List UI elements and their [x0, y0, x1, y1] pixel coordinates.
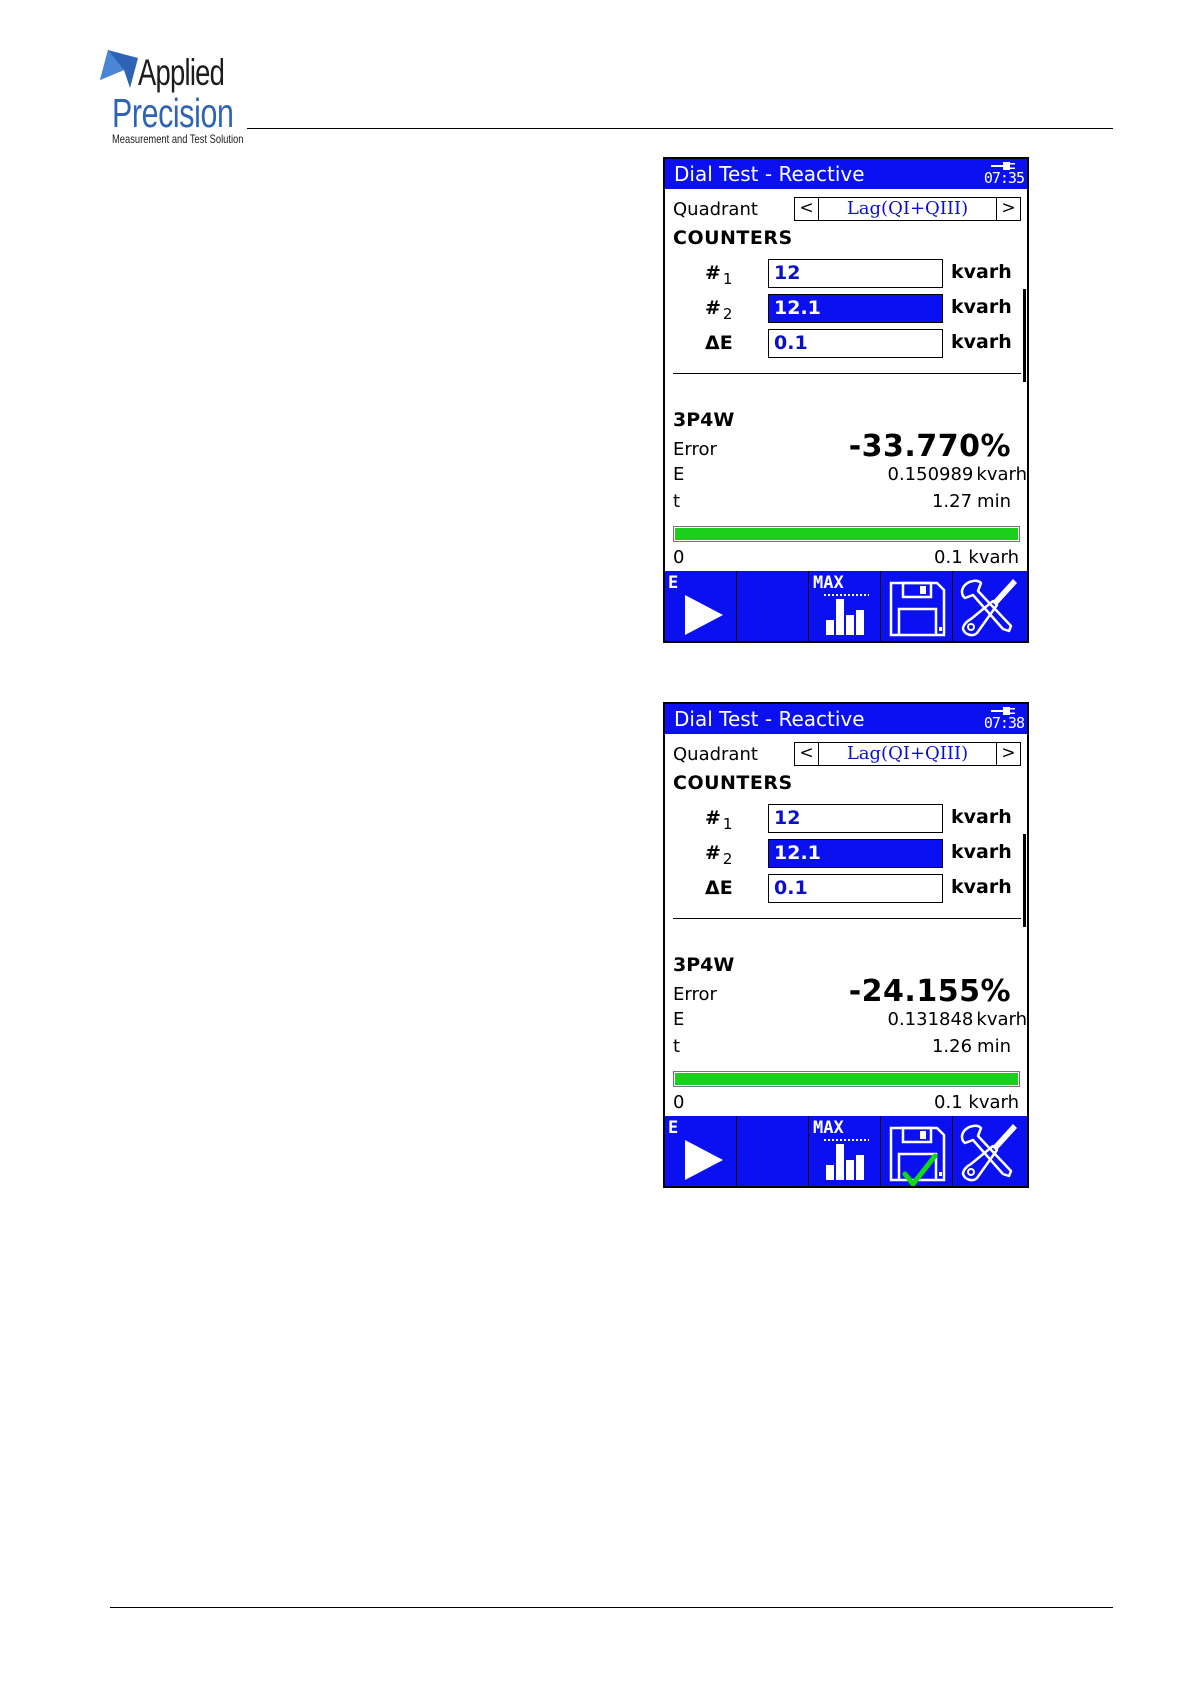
save-button[interactable] — [881, 571, 953, 643]
error-readout — [849, 974, 1011, 1009]
energy-readout — [888, 1009, 1028, 1030]
floppy-disk-icon — [881, 571, 953, 643]
counter-unit: kvarh — [951, 331, 1012, 353]
screen-title: Dial Test - Reactive — [674, 707, 865, 731]
counter-value-field[interactable]: 12.1 — [768, 294, 943, 323]
energy-value: 0.150989 — [887, 464, 974, 485]
counter-unit: kvarh — [951, 806, 1012, 828]
start-button[interactable] — [665, 571, 737, 643]
counter-label: ΔE — [705, 877, 733, 899]
range-max: 0.1 kvarh — [934, 547, 1019, 568]
clock: 07:38 — [983, 714, 1024, 732]
energy-unit: kvarh — [976, 1009, 1027, 1030]
header-rule — [247, 128, 1113, 129]
quadrant-selector[interactable] — [794, 742, 1021, 766]
settings-button[interactable] — [953, 1116, 1025, 1188]
counters-heading: COUNTERS — [673, 227, 793, 249]
energy-label: E — [673, 464, 685, 485]
time-value: 1.27 — [931, 491, 973, 512]
quadrant-prev-button[interactable]: < — [795, 743, 819, 765]
time-value: 1.26 — [931, 1036, 973, 1057]
wiring-mode: 3P4W — [673, 954, 735, 976]
floppy-disk-icon — [881, 1116, 953, 1188]
max-histogram-icon — [809, 1116, 881, 1188]
max-button[interactable] — [809, 1116, 881, 1188]
device-screen-2 — [663, 702, 1029, 1188]
title-bar — [665, 159, 1027, 189]
counter-unit: kvarh — [951, 876, 1012, 898]
start-letter: E — [668, 1118, 679, 1138]
scrollbar[interactable] — [1023, 834, 1026, 927]
counter-value-field[interactable]: 12 — [768, 259, 943, 288]
empty-softkey[interactable] — [737, 1116, 809, 1188]
time-readout — [932, 491, 1011, 512]
play-icon — [665, 571, 737, 643]
max-button[interactable] — [809, 571, 881, 643]
quadrant-prev-button[interactable]: < — [795, 198, 819, 220]
counter-label: # $_1$ — [705, 262, 733, 288]
range-max: 0.1 kvarh — [934, 1092, 1019, 1113]
max-label: MAX — [813, 573, 844, 593]
wiring-mode: 3P4W — [673, 409, 735, 431]
counters-heading: COUNTERS — [673, 772, 793, 794]
softkey-bar — [665, 571, 1027, 643]
time-unit: min — [977, 1036, 1011, 1057]
counter-value-field[interactable]: 0.1 — [768, 329, 943, 358]
counter-label: # $_1$ — [705, 807, 733, 833]
error-readout — [849, 429, 1011, 464]
error-label: Error — [673, 984, 717, 1005]
quadrant-next-button[interactable]: > — [996, 198, 1020, 220]
clock: 07:35 — [983, 169, 1024, 187]
range-min: 0 — [673, 547, 685, 568]
company-logo — [98, 46, 248, 146]
softkey-bar — [665, 1116, 1027, 1188]
title-bar — [665, 704, 1027, 734]
counter-label: # $_2$ — [705, 297, 733, 323]
play-icon — [665, 1116, 737, 1188]
section-divider — [673, 918, 1021, 919]
energy-label: E — [673, 1009, 685, 1030]
error-value: -33.770 — [848, 429, 981, 464]
footer-rule — [110, 1607, 1113, 1608]
logo-tagline: Measurement and Test Solution — [112, 132, 244, 146]
quadrant-label: Quadrant — [673, 744, 758, 765]
counter-value-field[interactable]: 12 — [768, 804, 943, 833]
tools-icon — [953, 1116, 1025, 1188]
range-min: 0 — [673, 1092, 685, 1113]
time-label: t — [673, 1036, 681, 1057]
progress-bar — [673, 1071, 1020, 1087]
energy-unit: kvarh — [976, 464, 1027, 485]
counter-value-field[interactable]: 0.1 — [768, 874, 943, 903]
counter-unit: kvarh — [951, 296, 1012, 318]
error-value: -24.155 — [848, 974, 981, 1009]
max-histogram-icon — [809, 571, 881, 643]
quadrant-label: Quadrant — [673, 199, 758, 220]
progress-fill — [675, 1073, 1018, 1085]
quadrant-next-button[interactable]: > — [996, 743, 1020, 765]
progress-bar — [673, 526, 1020, 542]
logo-mark-icon — [98, 48, 142, 92]
scrollbar[interactable] — [1023, 289, 1026, 382]
empty-softkey[interactable] — [737, 571, 809, 643]
logo-text-applied: Applied — [138, 52, 225, 93]
error-unit: % — [980, 974, 1011, 1009]
time-label: t — [673, 491, 681, 512]
start-letter: E — [668, 573, 679, 593]
device-screen-1 — [663, 157, 1029, 643]
error-unit: % — [980, 429, 1011, 464]
time-readout — [932, 1036, 1011, 1057]
logo-text-precision: Precision — [112, 90, 234, 136]
counter-unit: kvarh — [951, 261, 1012, 283]
counter-value-field[interactable]: 12.1 — [768, 839, 943, 868]
quadrant-value: Lag(QI+QIII) — [846, 198, 969, 219]
error-label: Error — [673, 439, 717, 460]
quadrant-selector[interactable] — [794, 197, 1021, 221]
counter-label: ΔE — [705, 332, 733, 354]
counter-unit: kvarh — [951, 841, 1012, 863]
max-label: MAX — [813, 1118, 844, 1138]
settings-button[interactable] — [953, 571, 1025, 643]
time-unit: min — [977, 491, 1011, 512]
section-divider — [673, 373, 1021, 374]
energy-value: 0.131848 — [887, 1009, 974, 1030]
quadrant-value: Lag(QI+QIII) — [846, 743, 969, 764]
energy-readout — [888, 464, 1028, 485]
tools-icon — [953, 571, 1025, 643]
progress-fill — [675, 528, 1018, 540]
counter-label: # $_2$ — [705, 842, 733, 868]
save-button[interactable] — [881, 1116, 953, 1188]
screen-title: Dial Test - Reactive — [674, 162, 865, 186]
start-button[interactable] — [665, 1116, 737, 1188]
